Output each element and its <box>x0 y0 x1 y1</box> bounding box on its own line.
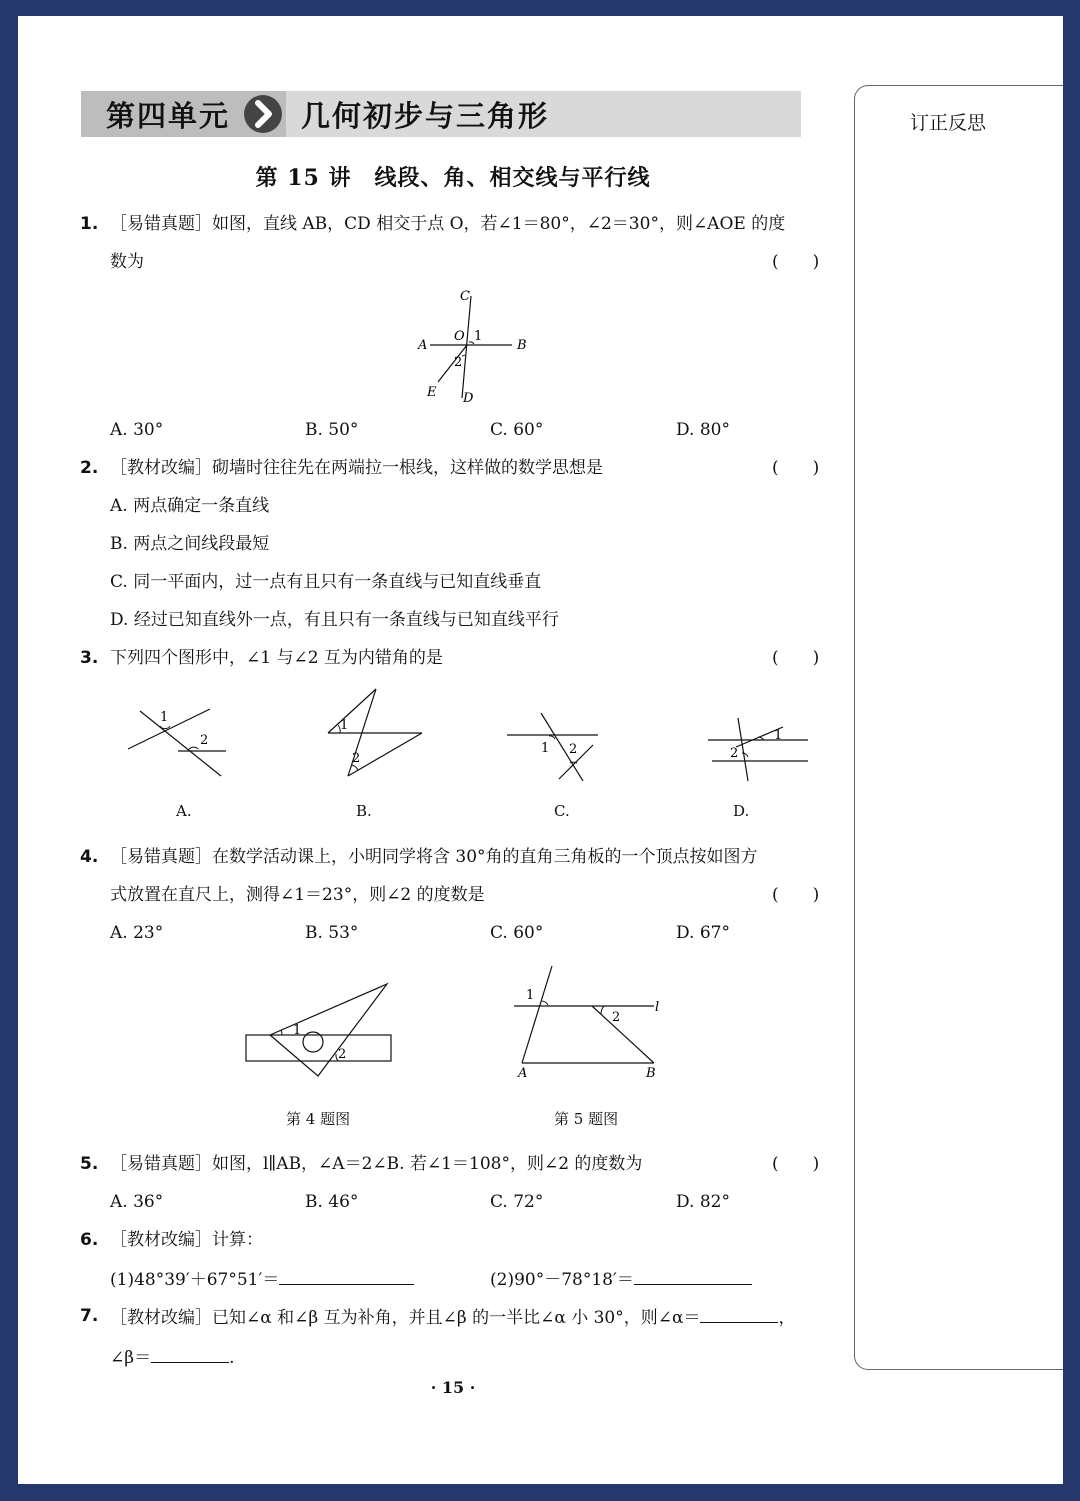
q1-figure <box>408 284 538 409</box>
q6-part1-text: (1)48°39′＋67°51′＝ <box>110 1270 280 1290</box>
q2-option-c: C. 同一平面内，过一点有且只有一条直线与已知直线垂直 <box>110 572 542 592</box>
q4-figure <box>238 978 398 1083</box>
q7-stem-line2 <box>110 1348 234 1367</box>
q1-option-c: C. 60° <box>490 420 544 440</box>
q1-stem-line1: ［易错真题］如图，直线 AB，CD 相交于点 O，若∠1＝80°，∠2＝30°，则∠AOE 的度 <box>110 214 786 234</box>
q3-figure-d <box>698 681 818 781</box>
q3-figure-c <box>503 681 623 781</box>
q7-beta-answer-blank[interactable] <box>151 1348 229 1363</box>
q3b-label-1: 1 <box>340 718 349 733</box>
q4-option-a: A. 23° <box>110 923 164 943</box>
q1-number: 1. <box>80 214 99 234</box>
q5-option-c: C. 72° <box>490 1192 544 1212</box>
q3a-line-1 <box>128 709 210 749</box>
q3a-line-2 <box>140 711 221 776</box>
q7-stem-text: ［教材改编］已知∠α 和∠β 互为补角，并且∠β 的一半比∠α 小 30°，则∠α＝ <box>110 1308 701 1328</box>
q4-stem-line2: 式放置在直尺上，测得∠1＝23°，则∠2 的度数是 <box>110 885 485 905</box>
q3-caption-c: C. <box>554 802 570 820</box>
q4-label-2: 2 <box>338 1047 347 1062</box>
q3d-label-1: 1 <box>774 728 783 743</box>
q5-option-a: A. 36° <box>110 1192 164 1212</box>
q3-number: 3. <box>80 648 99 668</box>
q7-alpha-answer-blank[interactable] <box>700 1308 778 1323</box>
q6-number: 6. <box>80 1230 99 1250</box>
q1-answer-paren: ( ) <box>772 252 820 272</box>
q2-option-a: A. 两点确定一条直线 <box>110 496 270 516</box>
q4-arc-1 <box>281 1030 282 1035</box>
q1-label-c: C <box>460 289 470 304</box>
q5-label-1: 1 <box>526 988 535 1003</box>
q7-number: 7. <box>80 1306 99 1326</box>
q4-triangle <box>270 984 387 1076</box>
q3c-label-2: 2 <box>569 742 578 757</box>
q3-stem: 下列四个图形中，∠1 与∠2 互为内错角的是 <box>110 648 443 668</box>
q4-ruler <box>246 1035 391 1061</box>
q5-figure-caption: 第 5 题图 <box>554 1110 619 1128</box>
q4-label-1: 1 <box>293 1023 302 1038</box>
q6-part2-text: (2)90°－78°18′＝ <box>490 1270 634 1290</box>
q3c-label-1: 1 <box>541 741 550 756</box>
q1-line-cd <box>462 296 471 398</box>
q5-label-2: 2 <box>612 1010 621 1025</box>
q3c-arc-2 <box>570 762 577 763</box>
q3-caption-b: B. <box>356 802 372 820</box>
q3-caption-a: A. <box>176 802 192 820</box>
q7-period: . <box>229 1348 235 1368</box>
q1-ray-oe <box>438 345 467 382</box>
chevron-right-icon <box>244 95 282 133</box>
q1-arc-2 <box>462 355 465 356</box>
q6-stem: ［教材改编］计算： <box>110 1230 263 1250</box>
q7-stem-line1 <box>110 1308 795 1327</box>
q5-arc-2 <box>601 1006 604 1014</box>
q1-label-d: D <box>463 391 474 406</box>
q3-figure-b <box>318 681 438 781</box>
q5-figure <box>508 961 678 1086</box>
q3c-arc-1 <box>549 736 555 739</box>
q5-option-d: D. 82° <box>676 1192 730 1212</box>
unit-name: 第四单元 <box>106 99 231 133</box>
q6-part2 <box>490 1270 752 1289</box>
q3a-label-2: 2 <box>200 733 209 748</box>
correction-notes-box <box>854 85 1063 1370</box>
q5-arc-1 <box>542 1001 548 1005</box>
unit-title: 几何初步与三角形 <box>301 99 550 133</box>
q6-part1 <box>110 1270 414 1289</box>
q4-option-b: B. 53° <box>305 923 359 943</box>
q4-answer-paren: ( ) <box>772 885 820 905</box>
q6-part2-answer-blank[interactable] <box>634 1270 752 1285</box>
q5-answer-paren: ( ) <box>772 1154 820 1174</box>
q3a-label-1: 1 <box>160 710 169 725</box>
q7-beta-text: ∠β＝ <box>110 1348 152 1368</box>
q3d-arc-2 <box>742 753 748 757</box>
notes-title: 订正反思 <box>910 112 987 134</box>
q2-answer-paren: ( ) <box>772 458 820 478</box>
q4-option-c: C. 60° <box>490 923 544 943</box>
q4-number: 4. <box>80 847 99 867</box>
q5-option-b: B. 46° <box>305 1192 359 1212</box>
q1-label-o: O <box>454 329 465 344</box>
q3d-label-2: 2 <box>730 746 739 761</box>
q4-option-d: D. 67° <box>676 923 730 943</box>
q1-stem-line2: 数为 <box>110 252 144 272</box>
q1-label-2: 2 <box>454 355 463 370</box>
q4-stem-line1: ［易错真题］在数学活动课上，小明同学将含 30°角的直角三角板的一个顶点按如图方 <box>110 847 758 867</box>
q7-comma: ， <box>778 1308 796 1328</box>
q3-figure-a <box>118 681 238 781</box>
q5-stem: ［易错真题］如图，l∥AB，∠A＝2∠B. 若∠1＝108°，则∠2 的度数为 <box>110 1154 643 1174</box>
q3-caption-d: D. <box>733 802 750 820</box>
q2-option-d: D. 经过已知直线外一点，有且只有一条直线与已知直线平行 <box>110 610 559 630</box>
q5-label-l: l <box>655 1000 660 1015</box>
lecture-title: 第 15 讲 线段、角、相交线与平行线 <box>255 165 651 191</box>
q5-line-a <box>522 966 552 1063</box>
q3b-label-2: 2 <box>352 751 361 766</box>
q4-figure-caption: 第 4 题图 <box>286 1110 351 1128</box>
q2-number: 2. <box>80 458 99 478</box>
page-sheet <box>18 16 1063 1484</box>
page-number: · 15 · <box>430 1378 476 1397</box>
q2-stem: ［教材改编］砌墙时往往先在两端拉一根线，这样做的数学思想是 <box>110 458 603 478</box>
q1-label-b: B <box>517 338 527 353</box>
q5-label-b: B <box>646 1066 656 1081</box>
q1-option-a: A. 30° <box>110 420 164 440</box>
q3-answer-paren: ( ) <box>772 648 820 668</box>
q2-option-b: B. 两点之间线段最短 <box>110 534 270 554</box>
q1-option-b: B. 50° <box>305 420 359 440</box>
q1-label-e: E <box>427 385 437 400</box>
q5-line-b <box>592 1006 654 1063</box>
q5-label-a: A <box>518 1066 528 1081</box>
q1-option-d: D. 80° <box>676 420 730 440</box>
unit-header-bar <box>81 91 801 137</box>
q5-number: 5. <box>80 1154 99 1174</box>
q1-label-a: A <box>418 338 428 353</box>
q3d-line-3 <box>738 718 748 781</box>
q6-part1-answer-blank[interactable] <box>279 1270 414 1285</box>
q1-label-1: 1 <box>474 329 483 344</box>
